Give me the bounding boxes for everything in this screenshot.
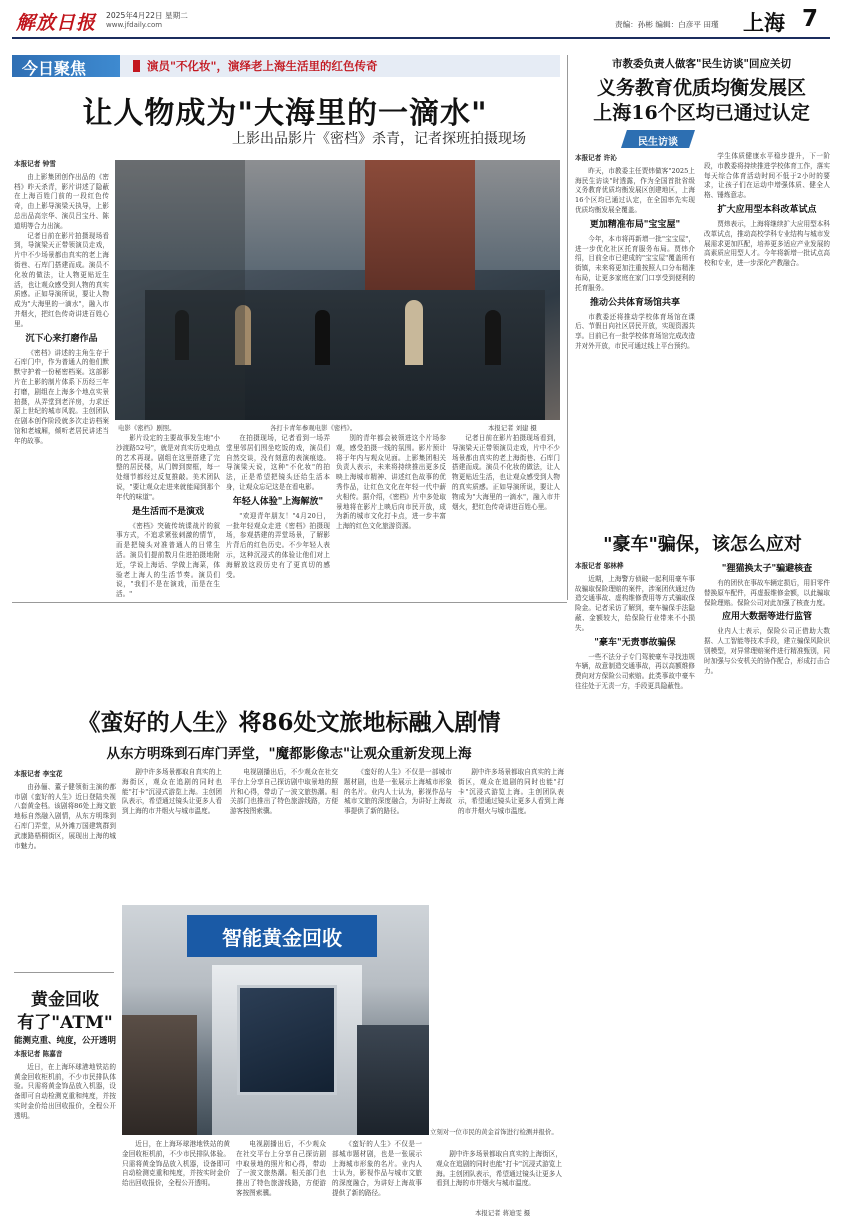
masthead-rule	[12, 37, 830, 39]
gold-photo-screen-title: 智能黄金回收	[222, 926, 342, 950]
focus-paragraph: 《密档》讲述的主角生存于石库门中，作为普通人的他们默默守护着一份秘密档案。这部影片在上影的制片体系下历经三年打磨，剧组在上海多个地点实景拍摄，从弄堂到老洋房，力求还原上世纪的城市风貌。主创团队在剧本创作阶段就多次走访档案馆和老城厢，倾听老居民讲述当年的故事。	[14, 348, 109, 445]
gold-divider	[14, 972, 114, 973]
focus-photo-left-panel	[115, 160, 245, 420]
gold-paragraph: 近日，在上海环球港地铁站的黄金回收柜机前，不少市民排队体验。只需将黄金饰品放入机器，设备即可自动检测克重和纯度，并按实时金价给出回收报价，全程公开透明。	[14, 1062, 116, 1120]
kicker-marker	[133, 60, 140, 72]
focus-photo-caption-left: 电影《密档》剧照。	[118, 424, 176, 432]
focus-headline: 让人物成为"大海里的一滴水"	[82, 96, 488, 131]
gold-subhead: 能测克重、纯度，公开透明	[14, 1036, 117, 1046]
gold-photo	[122, 905, 429, 1135]
gold-column-5	[436, 1150, 562, 1206]
focus-paragraph: 别的青年都会被领进这个片场参观，感受拍摄一线的氛围。影片预计将于年内与观众见面。上影集团相关负责人表示，未来将持续推出更多反映上海城市精神、讲述红色故事的优秀作品，让红色文化在年轻一代中薪火相传。据介绍，《密档》片中多处取景地将在影片上映后向市民开放，成为新的城市文化打卡点，进一步丰富上海的红色文化旅游资源。	[336, 434, 446, 531]
edu-paragraph: 学生体质健康水平稳步提升，下一阶段，市教委将持续推进学校体育工作，落实每天综合体育活动时间不低于2小时的要求，让孩子们在运动中增强体质、健全人格、锤炼意志。	[704, 152, 830, 200]
masthead-editors: 责编：孙彬 编辑：白彦平 田瑾	[615, 20, 719, 29]
gold-column-1	[14, 1048, 116, 1223]
focus-paragraph: 记者日前在影片拍摄现场看到，导演梁天正带领演员走戏，片中不少场景都由真实的老上海街巷、石库门搭建而成。演员不化妆的做法，让人物更贴近生活，也让观众感受到人物的真实质感。正如导演所说，要让人物成为"大海里的一滴水"，融入市井烟火，把红色传奇讲进百姓心里。	[14, 231, 109, 328]
car-headline: "豪车"骗保，该怎么应对	[603, 534, 802, 555]
masthead	[12, 6, 830, 36]
edu-byline: 本报记者 许沁	[575, 154, 617, 162]
car-subtitle-2: "狸猫换太子"骗避核查	[721, 564, 813, 574]
edu-column-1	[575, 152, 695, 522]
car-subtitle-3: 应用大数据等进行监管	[721, 612, 812, 623]
gold-column-2	[122, 1140, 230, 1220]
car-paragraph: 业内人士表示，保险公司正借助大数据、人工智能等技术手段，建立骗保风险识别模型，对异常理赔案件进行精准甄别，同时加强与公安机关的协作配合，形成打击合力。	[704, 627, 830, 675]
focus-paragraph: 影片设定的主要故事发生地"小沙渡路52号"，就是对真实历史地点的艺术再现。剧组在这里搭建了完整的居民楼，从门牌到窗框，每一处细节都经过反复推敲。美术团队说，"要让观众走进来就能闻到那个年代的味道"。	[116, 434, 220, 501]
gold-photo-caption: 立刻对一位市民的黄金首饰进行检测并报价。	[430, 1128, 558, 1136]
edu-column-2	[704, 152, 830, 522]
section-title: 上海	[743, 10, 785, 35]
focus-byline: 本报记者 钟雪	[14, 160, 56, 168]
gold-headline-1: 黄金回收	[31, 990, 99, 1010]
focus-subtitle-2: 是生活而不是演戏	[131, 506, 204, 517]
tourism-column-5	[458, 768, 564, 898]
focus-column-4	[336, 434, 446, 594]
masthead-url: www.jfdaily.com	[106, 21, 163, 29]
focus-kicker: 演员"不化妆"，演绎老上海生活里的红色传奇	[147, 59, 378, 73]
gold-paragraph: 电视剧播出后，不少观众在社交平台上分享自己探访剧中取景地的照片和心得，带动了一波文旅热潮。相关部门也推出了特色旅游线路，方便游客按图索骥。	[236, 1140, 326, 1197]
tourism-column-3	[230, 768, 338, 898]
focus-lead: 由上影集团创作出品的《密档》昨天杀青，影片讲述了隐蔽在上海百姓门前的一段红色传奇，由上影导演梁天执导，上影总出品高宗华、演员吕宝丹、陈道明等合力出演。	[14, 172, 109, 230]
edu-paragraph: 今年，本市将再新增一批"宝宝屋"，进一步优化社区托育服务布局。贾炜介绍，目前全市已建成的"宝宝屋"覆盖所有街镇，未来将更加注重按照人口分布精准布局，让更多家庭在家门口享受到便利的托育服务。	[575, 234, 695, 292]
gold-paragraph: 《蛮好的人生》不仅是一部城市题材剧，也是一张展示上海城市形象的名片。业内人士认为，影视作品与城市文旅的深度融合，为讲好上海故事提供了新的路径。	[332, 1140, 422, 1197]
gold-photo-credit: 本报记者 蒋迪雯 摄	[475, 1209, 531, 1217]
section-divider	[12, 602, 567, 603]
edu-subtitle-1: 更加精准布局"宝宝屋"	[589, 219, 681, 230]
masthead-logo: 解放日报	[16, 12, 97, 34]
car-column-1	[575, 560, 695, 1220]
car-column-2	[704, 560, 830, 1220]
edu-headline-1: 义务教育优质均衡发展区	[596, 77, 806, 99]
gold-byline: 本报记者 陈嘉音	[14, 1050, 63, 1058]
focus-column-3	[226, 434, 330, 594]
gold-headline-2: 有了"ATM"	[17, 1013, 113, 1033]
column-divider	[567, 55, 568, 600]
edu-subtitle-2: 推动公共体育场馆共享	[589, 297, 680, 308]
edu-tag: 民生访谈	[638, 137, 678, 148]
focus-paragraph: 记者日前在影片拍摄现场看到，导演梁天正带领演员走戏，片中不少场景都由真实的老上海街巷、石库门搭建而成。演员不化妆的做法，让人物更贴近生活，也让观众感受到人物的真实质感。正如导演所说，要让人物成为"大海里的一滴水"，融入市井烟火，把红色传奇讲进百姓心里。	[452, 434, 560, 511]
masthead-date: 2025年4月22日 星期二	[106, 11, 188, 20]
tourism-headline: 《蛮好的人生》将86处文旅地标融入剧情	[77, 709, 501, 736]
focus-column-2	[116, 434, 220, 599]
focus-banner	[12, 55, 560, 77]
car-byline: 本报记者 邬林桦	[575, 562, 624, 570]
car-paragraph: 有的团伙在事故车辆定损后，用旧零件替换原车配件，再虚报维修金额，以此骗取保险理赔。保险公司对此加强了核查力度。	[704, 579, 830, 607]
edu-lead: 昨天，市教委主任贾炜做客"2025上海民生访谈"时透露，作为全国首批省级义务教育优质均衡发展区创建地区，上海16个区均已通过认定，在全国率先实现优质均衡发展全覆盖。	[575, 166, 695, 214]
edu-kicker: 市教委负责人做客"民生访谈"回应关切	[612, 58, 791, 70]
focus-column-5	[452, 434, 560, 594]
focus-paragraph: 在拍摄现场，记者看到一场弄堂里邻居们围坐吃饭的戏，演员们自然交谈，没有刻意的表演痕迹。导演梁天说，这种"不化妆"的拍法，正是希望把镜头还给生活本身，让观众忘记这是在看电影。	[226, 434, 330, 491]
tourism-paragraph: 剧中许多场景都取自真实的上海街区，观众在追剧的同时也能"打卡"沉浸式游览上海。主创团队表示，希望通过镜头让更多人看到上海的市井烟火与城市温度。	[458, 768, 564, 816]
focus-subtitle-3: 年轻人体验"上海解放"	[232, 496, 324, 507]
tourism-paragraph: 剧中许多场景都取自真实的上海街区，观众在追剧的同时也能"打卡"沉浸式游览上海。主创团队表示，希望通过镜头让更多人看到上海的市井烟火与城市温度。	[122, 768, 222, 816]
tourism-byline: 本报记者 李宝花	[14, 770, 63, 778]
focus-paragraph: 《密档》突破传统谍战片的叙事方式，不追求紧张刺激的情节，而是把镜头对准普通人的日常生活。演员们提前数月住进拍摄地附近，学说上海话、学做上海菜，体验老上海人的生活节奏。演员们说，"我们不是在演戏，而是在生活。"	[116, 521, 220, 599]
edu-headline-2: 上海16个区均已通过认定	[593, 102, 810, 124]
tourism-column-2	[122, 768, 222, 898]
tourism-paragraph: 电视剧播出后，不少观众在社交平台上分享自己探访剧中取景地的照片和心得，带动了一波文旅热潮。相关部门也推出了特色旅游线路，方便游客按图索骥。	[230, 768, 338, 816]
focus-column-1	[14, 158, 109, 588]
edu-subtitle-3: 扩大应用型本科改革试点	[717, 204, 817, 215]
edu-paragraph: 贾炜表示，上海将继续扩大应用型本科改革试点，推动高校学科专业结构与城市发展需求更加匹配，培养更多适应产业发展的高素质应用型人才。今年将新增一批试点高校和专业，进一步深化产教融合。	[704, 219, 830, 268]
edu-paragraph: 市教委还将推动学校体育场馆在课后、节假日向社区居民开放，实现资源共享。目前已有一批学校体育场馆完成改造并对外开放，市民可通过线上平台预约。	[575, 312, 695, 350]
focus-photo-credit: 本报记者 刘建 摄	[488, 424, 537, 432]
tourism-column-1	[14, 768, 116, 968]
focus-subhead: 上影出品影片《密档》杀青，记者探班拍摄现场	[232, 131, 526, 147]
car-lead: 近期，上海警方侦破一起利用豪车事故骗取保险理赔的案件，涉案团伙通过伪造交通事故、虚构维修费用等方式骗取保险金。记者采访了解到，豪车骗保手法隐蔽、金额较大，给保险行业带来不小损失。	[575, 574, 695, 632]
focus-badge: 今日聚焦	[22, 59, 87, 78]
focus-paragraph: "欢迎青年朋友！"4月20日，一批年轻观众走进《密档》拍摄现场，参观搭建的弄堂场景，了解影片背后的红色历史。不少年轻人表示，这种沉浸式的体验让他们对上海解放这段历史有了更真切的感受。	[226, 511, 330, 579]
car-subtitle-1: "豪车"无责事故骗保	[594, 637, 676, 648]
gold-column-3	[236, 1140, 326, 1220]
gold-column-4	[332, 1140, 422, 1220]
tourism-subhead: 从东方明珠到石库门弄堂，"魔都影像志"让观众重新发现上海	[106, 746, 472, 762]
focus-subtitle-1: 沉下心来打磨作品	[25, 333, 98, 344]
focus-photo-caption-center: 各打卡青年参观电影《密档》。	[270, 424, 357, 432]
tourism-paragraph: 由孙俪、董子健领衔主演的都市剧《蛮好的人生》近日登陆央视八套黄金档。该剧将86处上海文旅地标自然融入剧情，从东方明珠到石库门弄堂，从外滩万国建筑群到武康路梧桐街区，展现出上海的城市魅力。	[14, 782, 116, 850]
page-number: 7	[802, 6, 819, 32]
tourism-paragraph: 《蛮好的人生》不仅是一部城市题材剧，也是一张展示上海城市形象的名片。业内人士认为，影视作品与城市文旅的深度融合，为讲好上海故事提供了新的路径。	[344, 768, 452, 816]
tourism-column-4	[344, 768, 452, 898]
car-paragraph: 一些不法分子专门驾驶豪车寻找违规车辆，故意制造交通事故，再以高额维修费向对方保险公司索赔。此类事故中豪车往往处于无责一方，手段更具隐蔽性。	[575, 652, 695, 690]
gold-paragraph: 近日，在上海环球港地铁站的黄金回收柜机前，不少市民排队体验。只需将黄金饰品放入机器，设备即可自动检测克重和纯度，并按实时金价给出回收报价，全程公开透明。	[122, 1140, 230, 1188]
gold-paragraph: 剧中许多场景都取自真实的上海街区，观众在追剧的同时也能"打卡"沉浸式游览上海。主创团队表示，希望通过镜头让更多人看到上海的市井烟火与城市温度。	[436, 1150, 562, 1188]
